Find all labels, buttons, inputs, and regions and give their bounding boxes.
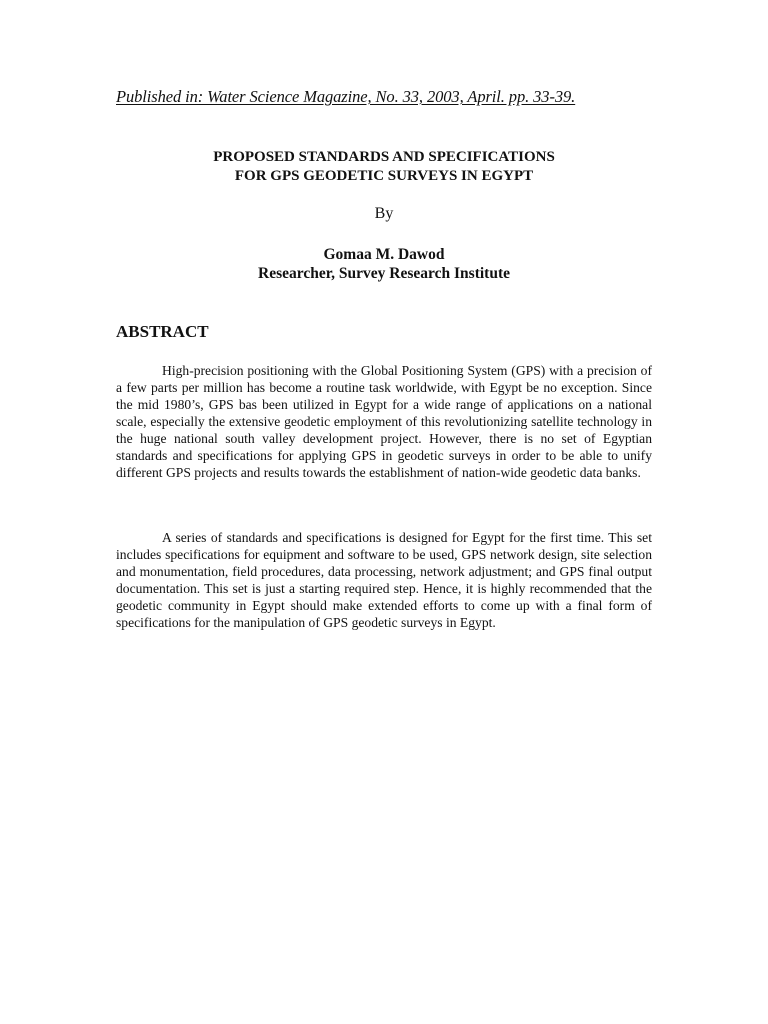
abstract-heading: ABSTRACT — [116, 322, 209, 341]
author-affiliation: Researcher, Survey Research Institute — [258, 265, 510, 282]
author-block — [0, 245, 768, 283]
abstract-paragraph-2: A series of standards and specifications is designed for Egypt for the first time. This set includes specifications for equipment and software to be used, GPS network design, site selection and monumentation, field procedures, data processing, network adjustment; and GPS final output documentation. This set is just a starting required step. Hence, it is highly recommended that the geodetic community in Egypt should make extended efforts to come up with a final form of specifications for the manipulation of GPS geodetic surveys in Egypt. — [116, 530, 652, 630]
abstract-paragraph-1: High-precision positioning with the Global Positioning System (GPS) with a precision of a few parts per million has become a routine task worldwide, with Egypt be no exception. Since the mid 1980’s, GPS bas been utilized in Egypt for a wide range of applications on a national scale, especially the extensive geodetic employment of this revolutionizing satellite technology in the huge national south valley development project. However, there is no set of Egyptian standards and specifications for applying GPS in geodetic surveys in order to be able to unify different GPS projects and results towards the establishment of nation-wide geodetic data banks. — [116, 363, 652, 480]
author-name: Gomaa M. Dawod — [323, 246, 445, 263]
publication-note: Published in: Water Science Magazine, No. 33, 2003, April. pp. 33-39. — [116, 87, 576, 106]
paper-title — [0, 148, 768, 186]
by-line: By — [374, 205, 394, 222]
title-line-1: PROPOSED STANDARDS AND SPECIFICATIONS — [213, 149, 555, 165]
title-line-2: FOR GPS GEODETIC SURVEYS IN EGYPT — [234, 168, 534, 184]
